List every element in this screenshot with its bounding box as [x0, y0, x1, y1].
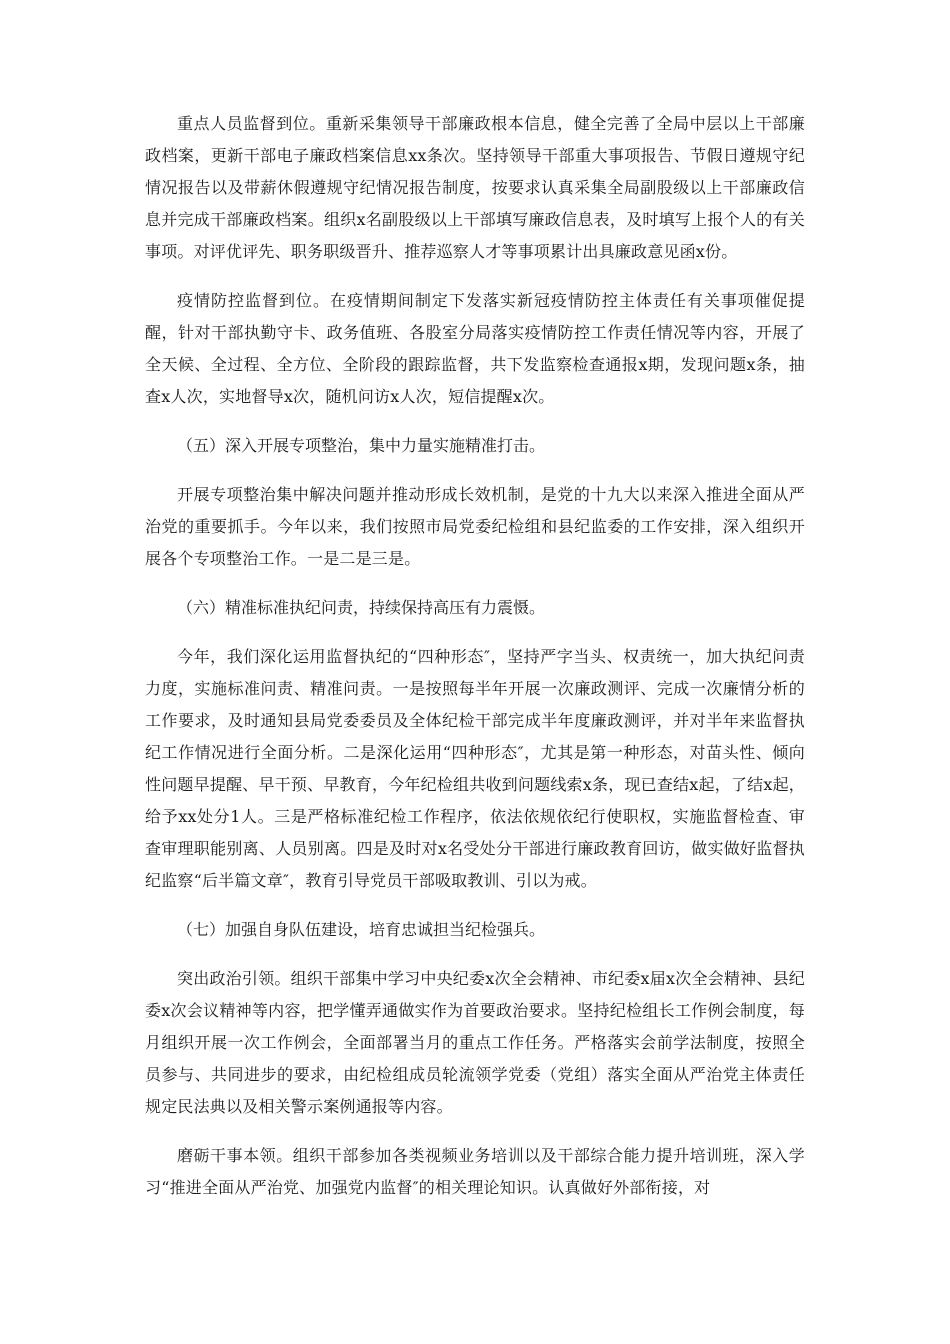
- section-heading-6: （六）精准标准执纪问责，持续保持高压有力震慑。: [177, 598, 546, 617]
- paragraph-key-personnel-supervision: 重点人员监督到位。重新采集领导干部廉政根本信息，健全完善了全局中层以上干部廉政档案，更新干部电子廉政档案信息xx条次。坚持领导干部重大事项报告、节假日遵规守纪情况报告以及带薪休假遵规守纪情况报告制度，按要求认真采集全局副股级以上干部廉政信息并完成干部廉政档案。组织x名副股级以上干部填写廉政信息表，及时填写上报个人的有关事项。对评优评先、职务职级晋升、推荐巡察人才等事项累计出具廉政意见函x份。: [145, 114, 805, 261]
- paragraph-discipline-accountability: 今年，我们深化运用监督执纪的“四种形态″，坚持严字当头、权责统一，加大执纪问责力度，实施标准问责、精准问责。一是按照每半年开展一次廉政测评、完成一次廉情分析的工作要求，及时通知县局党委委员及全体纪检干部完成半年度廉政测评，并对半年来监督执纪工作情况进行全面分析。二是深化运用“四种形态″，尤其是第一种形态，对苗头性、倾向性问题早提醒、早干预、早教育，今年纪检组共收到问题线索x条，现已查结x起，了结x起，给予xx处分1人。三是严格标准纪检工作程序，依法依规依纪行使职权，实施监督检查、审查审理职能别离、人员别离。四是及时对x名受处分干部进行廉政教育回访，做实做好监督执纪监察“后半篇文章″，教育引导党员干部吸取教训、引以为戒。: [145, 647, 805, 890]
- paragraph-political-guidance: 突出政治引领。组织干部集中学习中央纪委x次全会精神、市纪委x届x次全会精神、县纪委x次会议精神等内容，把学懂弄通做实作为首要政治要求。坚持纪检组长工作例会制度，每月组织开展一次工作例会，全面部署当月的重点工作任务。严格落实会前学法制度，按照全员参与、共同进步的要求，由纪检组成员轮流领学党委（党组）落实全面从严治党主体责任规定民法典以及相关警示案例通报等内容。: [145, 969, 805, 1116]
- paragraph-epidemic-supervision: 疫情防控监督到位。在疫情期间制定下发落实新冠疫情防控主体责任有关事项催促提醒，针对干部执勤守卡、政务值班、各股室分局落实疫情防控工作责任情况等内容，开展了全天候、全过程、全方位、全阶段的跟踪监督，共下发监察检查通报x期，发现问题x条，抽查x人次，实地督导x次，随机问访x人次，短信提醒x次。: [145, 291, 805, 406]
- document-page: [145, 108, 805, 1221]
- paragraph-special-rectification: 开展专项整治集中解决问题并推动形成长效机制，是党的十九大以来深入推进全面从严治党的重要抓手。今年以来，我们按照市局党委纪检组和县纪监委的工作安排，深入组织开展各个专项整治工作。一是二是三是。: [145, 485, 805, 568]
- section-heading-5: （五）深入开展专项整治，集中力量实施精准打击。: [177, 436, 546, 455]
- section-heading-7: （七）加强自身队伍建设，培育忠诚担当纪检强兵。: [177, 920, 546, 939]
- paragraph-skill-building: 磨砺干事本领。组织干部参加各类视频业务培训以及干部综合能力提升培训班，深入学习“推进全面从严治党、加强党内监督″的相关理论知识。认真做好外部衔接，对: [145, 1146, 805, 1197]
